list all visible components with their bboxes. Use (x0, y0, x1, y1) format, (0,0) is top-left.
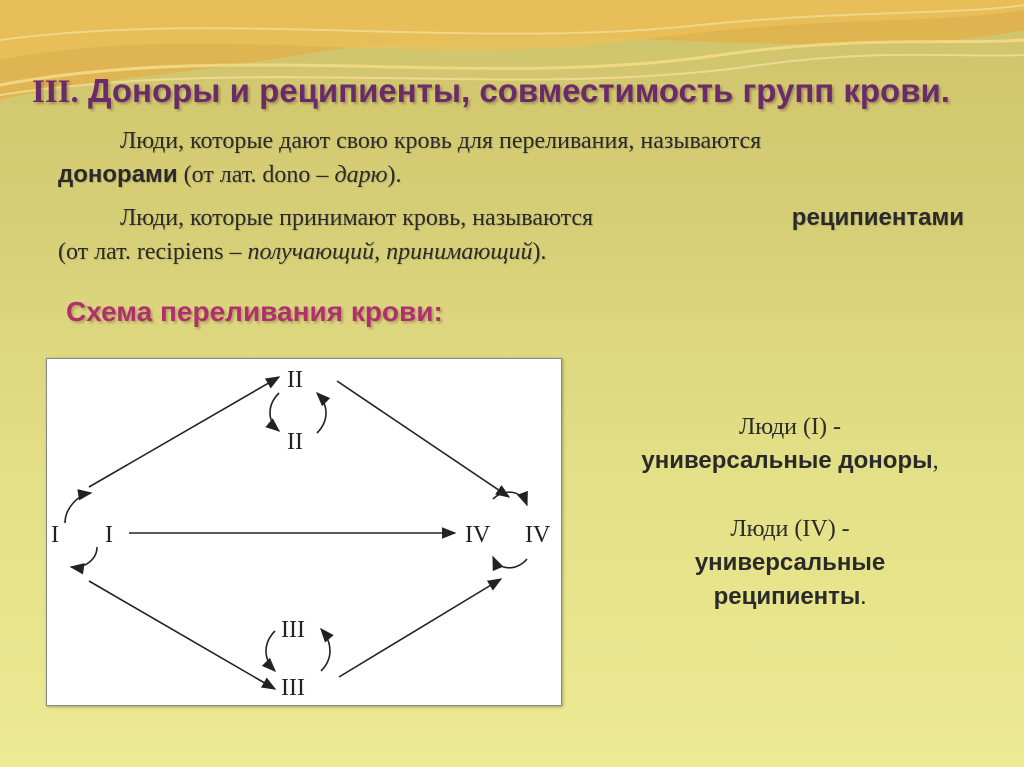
label-I-inner: I (105, 522, 113, 548)
donor-note-term: универсальные доноры (641, 447, 933, 474)
loop-IV-bottom (493, 557, 527, 568)
loop-IV-top (493, 492, 527, 505)
donor-etym-suffix: ). (387, 162, 402, 188)
donor-definition-line1: Люди, которые дают свою кровь для переливания, называются (120, 128, 762, 154)
loop-III-left (266, 631, 275, 671)
recipient-note-term-line2: реципиенты (713, 583, 861, 610)
recipient-etym-suffix: ). (532, 239, 547, 265)
label-III-bottom: III (281, 675, 305, 701)
donor-definition (58, 124, 964, 192)
recipient-note-term-line1: универсальные (694, 549, 886, 576)
loop-II-right (317, 393, 326, 433)
arrow-III-to-IV (339, 579, 501, 677)
recipient-definition-line1: Люди, которые принимают кровь, называются (120, 205, 594, 231)
recipient-note-line1: Люди (IV) - (730, 516, 850, 542)
label-I-outer: I (51, 522, 59, 548)
arrow-I-to-II (89, 377, 279, 487)
arrow-I-to-III (89, 581, 275, 689)
transfusion-scheme-diagram (46, 358, 562, 706)
title-text: Доноры и реципиенты, совместимость групп крови. (87, 72, 950, 109)
loop-III-right (321, 629, 330, 671)
recipient-note-punct: . (860, 584, 867, 610)
loop-II-left (270, 393, 279, 431)
page-title (32, 72, 1012, 111)
label-IV-inner: IV (465, 522, 491, 548)
donor-note-line1: Люди (I) - (738, 414, 841, 440)
title-roman-numeral: III. (32, 74, 79, 110)
scheme-title: Схема переливания крови: (66, 296, 443, 327)
arrow-II-to-IV (337, 381, 509, 497)
loop-I-right (71, 547, 97, 567)
label-II-top: II (287, 367, 303, 393)
recipient-etym-prefix: (от лат. recipiens – (58, 239, 242, 265)
universal-recipient-note (600, 512, 980, 614)
donor-etym-prefix: (от лат. dono – (183, 162, 329, 188)
label-III-top: III (281, 617, 305, 643)
recipient-definition (58, 201, 964, 269)
donor-term: донорами (58, 161, 178, 188)
recipient-term: реципиентами (791, 204, 964, 231)
universal-donor-note (600, 410, 980, 478)
label-IV-outer: IV (525, 522, 551, 548)
donor-etym-meaning: дарю (334, 162, 388, 188)
loop-I-left (65, 493, 91, 523)
recipient-etym-meaning: получающий, принимающий (247, 239, 533, 265)
label-II-bottom: II (287, 429, 303, 455)
donor-note-punct: , (932, 448, 939, 474)
